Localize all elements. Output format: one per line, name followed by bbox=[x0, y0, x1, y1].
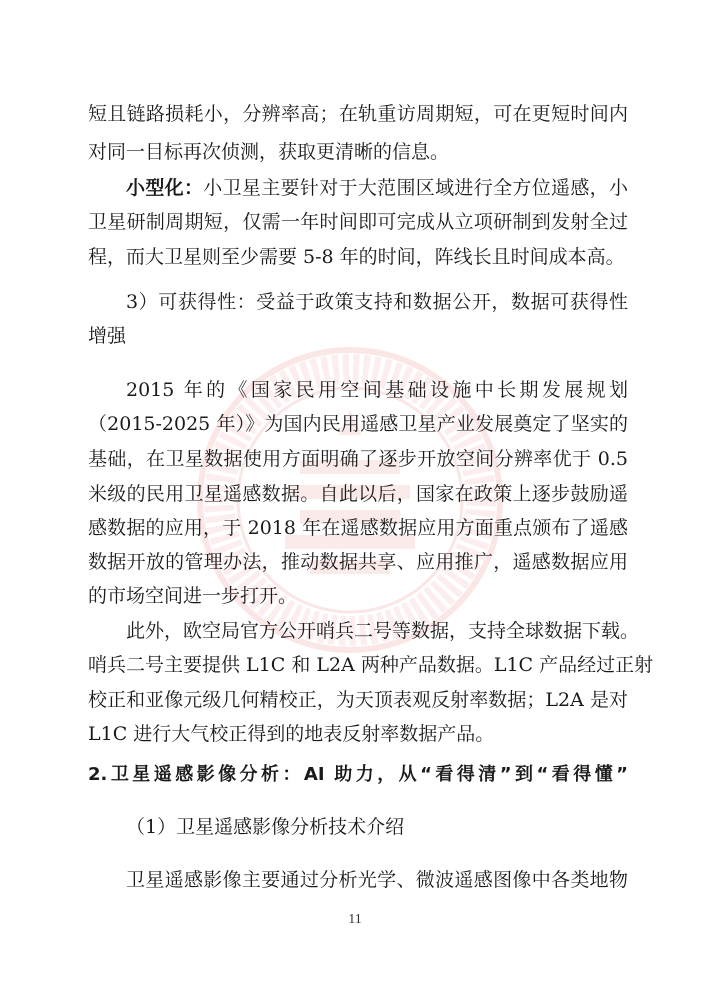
page-number: 11 bbox=[348, 912, 362, 927]
p3-line1: 3）可获得性：受益于政策支持和数据公开，数据可获得性 bbox=[126, 291, 628, 313]
p2-line1 bbox=[126, 176, 628, 200]
p4-line5: 感数据的应用，于 2018 年在遥感数据应用方面重点颁布了遥感 bbox=[88, 517, 628, 539]
p4-line4: 米级的民用卫星遥感数据。自此以后，国家在政策上逐步鼓励遥 bbox=[88, 483, 628, 505]
p3-line2: 增强 bbox=[88, 325, 127, 347]
p6-line1: 卫星遥感影像主要通过分析光学、微波遥感图像中各类地物 bbox=[126, 869, 628, 891]
p4-line6: 数据开放的管理办法，推动数据共享、应用推广，遥感数据应用 bbox=[88, 551, 628, 573]
p4-line7: 的市场空间进一步打开。 bbox=[88, 585, 298, 607]
p1-line2: 对同一目标再次侦测，获取更清晰的信息。 bbox=[88, 141, 450, 163]
p5-line3: 校正和亚像元级几何精校正，为天顶表观反射率数据；L2A 是对 bbox=[88, 689, 628, 711]
p1-line1: 短且链路损耗小，分辨率高；在轨重访周期短，可在更短时间内 bbox=[88, 103, 628, 125]
p5-line1: 此外，欧空局官方公开哨兵二号等数据，支持全球数据下载。 bbox=[126, 620, 640, 642]
p5-line2: 哨兵二号主要提供 L1C 和 L2A 两种产品数据。L1C 产品经过正射 bbox=[88, 654, 654, 676]
p2-line3: 程，而大卫星则至少需要 5-8 年的时间，阵线长且时间成本高。 bbox=[88, 246, 625, 268]
section-heading: 2.卫星遥感影像分析：AI 助力，从“看得清”到“看得懂” bbox=[88, 764, 628, 785]
p2-line1-rest: 小卫星主要针对于大范围区域进行全方位遥感，小 bbox=[203, 177, 628, 199]
subsection-heading: （1）卫星遥感影像分析技术介绍 bbox=[126, 816, 405, 838]
p4-line1: 2015 年的《国家民用空间基础设施中长期发展规划 bbox=[126, 379, 628, 401]
p4-line3: 基础，在卫星数据使用方面明确了逐步开放空间分辨率优于 0.5 bbox=[88, 448, 628, 470]
p2-term: 小型化： bbox=[126, 177, 204, 199]
p5-line4: L1C 进行大气校正得到的地表反射率数据产品。 bbox=[88, 723, 495, 745]
p2-line2: 卫星研制周期短，仅需一年时间即可完成从立项研制到发射全过 bbox=[88, 211, 628, 233]
p4-line2: （2015-2025 年）》为国内民用遥感卫星产业发展奠定了坚实的 bbox=[88, 413, 628, 435]
